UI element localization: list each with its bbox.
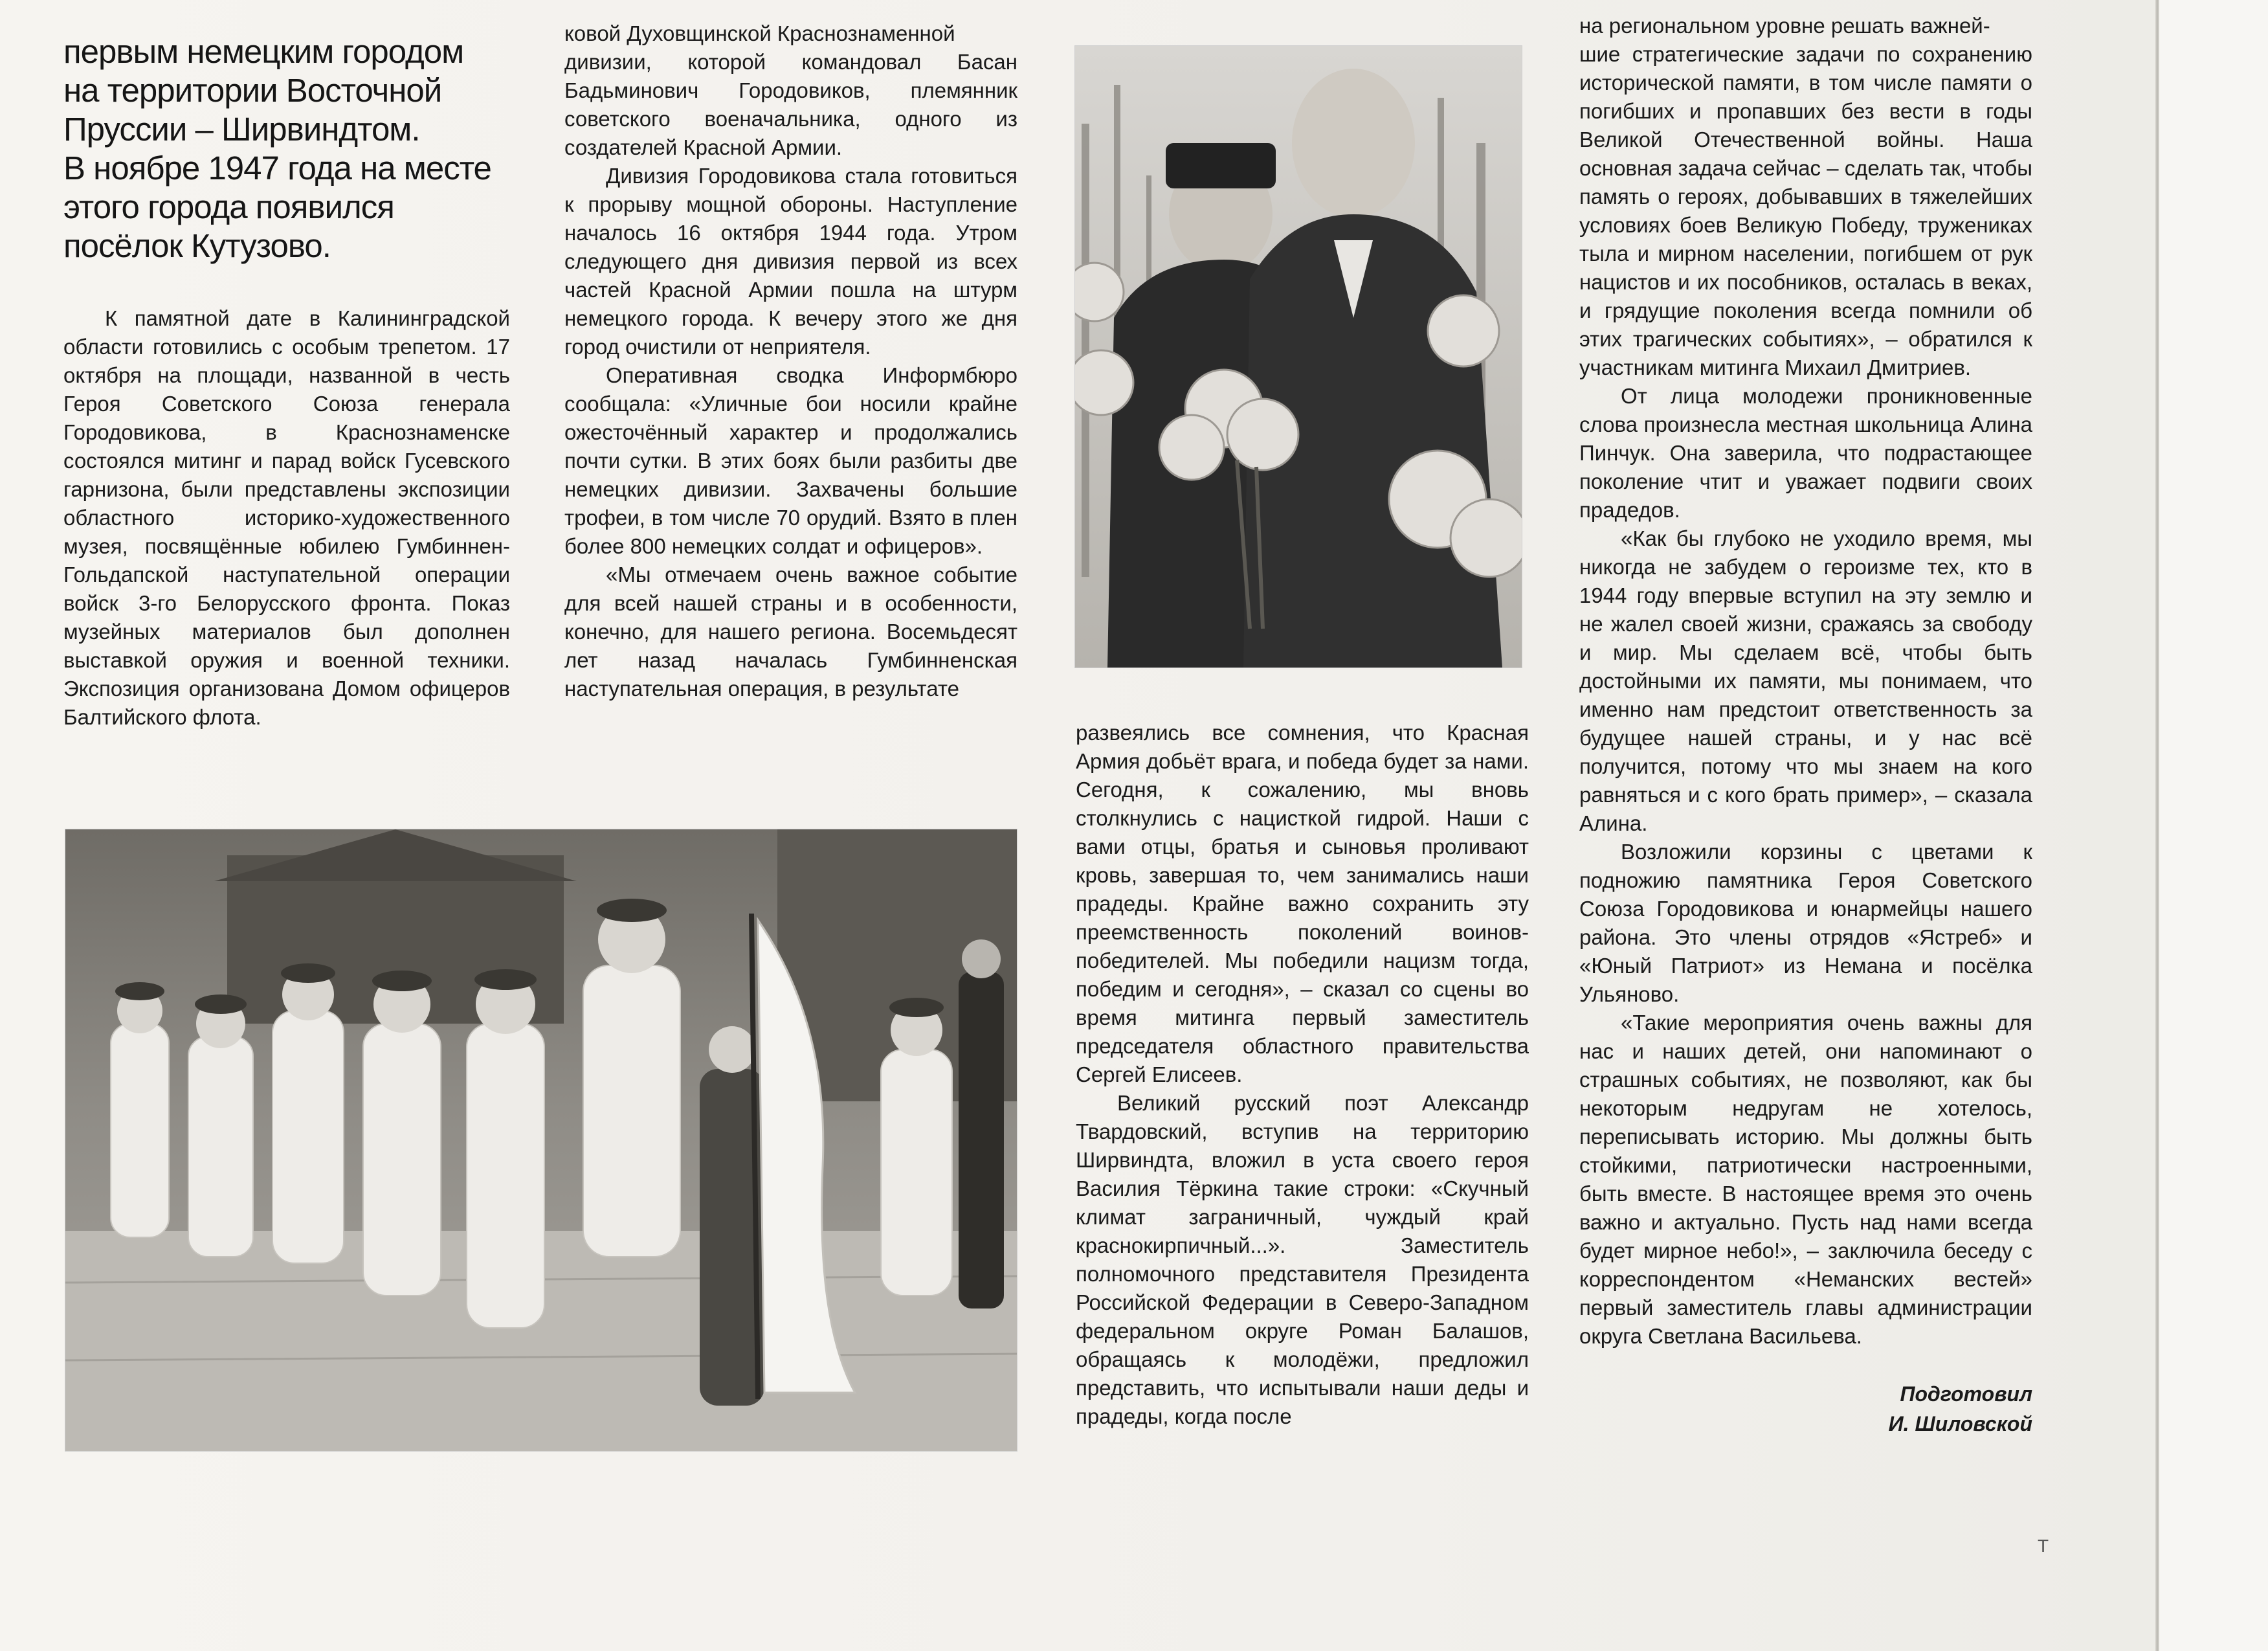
lead-line: на территории Восточной: [63, 72, 442, 109]
lead-line: этого города появился: [63, 188, 394, 225]
lead-line: посёлок Кутузово.: [63, 227, 331, 264]
paragraph: дивизии, которой командовал Басан Бадьминович Городовиков, племянник советского военачальника, одного из создателей Красной Армии.: [564, 50, 1017, 159]
paragraph: От лица молодежи проникновенные слова произнесла местная школьница Алина Пинчук. Она заверила, что подрастающее поколение чтит и уважает подвиги своих прадедов.: [1579, 384, 2032, 522]
paragraph: «Мы отмечаем очень важное событие для всей нашей страны и в особенности, конечно, для нашего региона. Восемьдесят лет назад началась Гумбинненская наступательная операция, в результате: [564, 563, 1017, 701]
paragraph: К памятной дате в Калининградской области готовились с особым трепетом. 17 октября на площади, названной в честь Героя Советского Союза генерала Городовикова, в Краснознаменске состоялся митинг и парад войск Гусевского гарнизона, были представлены экспозиции областного историко-художественного музея, посвящённые юбилею Гумбиннен-Гольдапской наступательной операции войск 3-го Белорусского фронта. Показ музейных материалов был дополнен выставкой оружия и военной техники. Экспозиция организована Домом офицеров Балтийского флота.: [63, 306, 510, 729]
article-column-4: [1579, 12, 2032, 1351]
article-lead: [63, 32, 510, 265]
paragraph: «Такие мероприятия очень важны для нас и наших детей, они напоминают о страшных событиях, не позволяют, как бы некоторым недругам не хотелось, переписывать историю. Мы должны быть стойкими, патриотически настроенными, быть вместе. В настоящее время это очень важно и актуально. Пусть над нами всегда будет мирное небо!», – заключила беседу с корреспондентом «Неманских вестей» первый заместитель главы администрации округа Светлана Васильева.: [1579, 1011, 2032, 1348]
author-signature: [1748, 1379, 2032, 1439]
paragraph-continued: на региональном уровне решать важней-: [1579, 14, 1990, 38]
lead-line: В ноябре 1947 года на месте: [63, 150, 491, 186]
paragraph-continued: ковой Духовщинской Краснознаменной: [564, 21, 955, 45]
paragraph: «Как бы глубоко не уходило время, мы никогда не забудем о героизме тех, кто в 1944 году впервые вступил на эту землю и не жалел своей жизни, сражаясь за свободу и мир. Мы сделаем всё, чтобы быть достойными их памяти, мы понимаем, что именно нам предстоит ответственность за будущее нашей страны, и у нас всё получится, потому что мы знаем на кого равняться и с кого брать пример», – сказала Алина.: [1579, 526, 2032, 835]
signature-author-name: И. Шиловской: [1888, 1412, 2032, 1435]
page-mark: T: [2038, 1536, 2049, 1556]
paragraph: Оперативная сводка Информбюро сообщала: «Уличные бои носили крайне ожесточённый характер и продолжались почти сутки. В этих боях были разбиты две немецких дивизии. Захвачены большие трофеи, в том числе 70 орудий. Взято в плен более 800 немецких солдат и офицеров».: [564, 363, 1017, 558]
article-column-1: [63, 304, 510, 732]
paragraph: Дивизия Городовикова стала готовиться к прорыву мощной обороны. Наступление началось 16 октября 1944 года. Утром следующего дня дивизия первой из всех частей Красной Армии пошла на штурм немецкого города. К вечеру этого же дня город очистили от неприятеля.: [564, 164, 1017, 359]
paragraph-continued: развеялись все сомнения, что Красная Армия добьёт врага, и победа будет за нами. Сегодня, к сожалению, мы вновь столкнулись с нацисткой гидрой. Наши с вами отцы, братья и сыновья проливают кровь, завершая то, чем занимались наши прадеды. Крайне важно сохранить эту преемственность поколений воинов-победителей. Мы победили нацизм тогда, победим и сегодня», – сказал со сцены во время митинга первый заместитель председателя областного правительства Сергей Елисеев.: [1076, 721, 1529, 1086]
photo-cadet-parade: [65, 829, 1017, 1452]
paragraph: Великий русский поэт Александр Твардовский, вступив на территорию Ширвиндта, вложил в уста своего героя Василия Тёркина такие строки: «Скучный климат заграничный, чуждый край краснокирпичный...». Заместитель полномочного представителя Президента Российской Федерации в Северо-Западном федеральном округе Роман Балашов, обращаясь к молодёжи, предложил представить, что испытывали наши деды и прадеды, когда после: [1076, 1091, 1529, 1428]
signature-prepared-by: Подготовил: [1900, 1382, 2032, 1406]
article-column-3: [1076, 719, 1529, 1431]
article-column-2: [564, 19, 1017, 703]
paragraph: шие стратегические задачи по сохранению исторической памяти, в том числе памяти о погибших и пропавших без вести в годы Великой Отечественной войны. Наша основная задача сейчас – сделать так, чтобы память о героях, добывавших в тяжелейших условиях боев Великую Победу, тружениках тыла и мирном населении, погибшем от рук нацистов и их пособников, осталась в веках, и грядущие поколения всегда помнили об этих трагических событиях», – обратился к участникам митинга Михаил Дмитриев.: [1579, 42, 2032, 379]
page-margin: [2159, 0, 2268, 1651]
lead-line: Пруссии – Ширвиндтом.: [63, 111, 420, 148]
paragraph: Возложили корзины с цветами к подножию памятника Героя Советского Союза Городовикова и юнармейцы нашего района. Это члены отрядов «Ястреб» и «Юный Патриот» из Немана и посёлка Ульяново.: [1579, 840, 2032, 1006]
lead-line: первым немецким городом: [63, 33, 464, 70]
photo-priest-and-official: [1074, 45, 1522, 668]
